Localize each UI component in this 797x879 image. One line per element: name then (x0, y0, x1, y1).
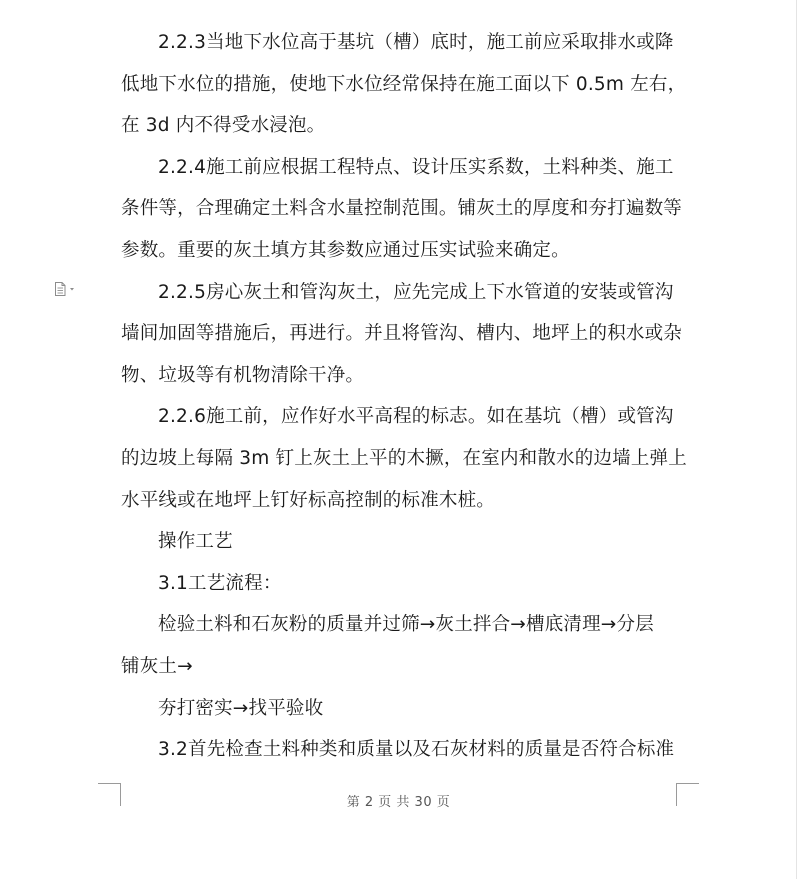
text-line: 条件等，合理确定土料含水量控制范围。铺灰土的厚度和夯打遍数等 (121, 198, 683, 220)
text-line: 水平线或在地坪上钉好标高控制的标准木桩。 (121, 489, 496, 511)
text-line: 参数。重要的灰土填方其参数应通过压实试验来确定。 (121, 239, 570, 261)
text-line: 2.2.4施工前应根据工程特点、设计压实系数，土料种类、施工 (158, 156, 674, 178)
text-line: 在 3d 内不得受水浸泡。 (121, 115, 326, 137)
text-line: 检验土料和石灰粉的质量并过筛→灰土拌合→槽底清理→分层 (158, 614, 654, 636)
page-footer: 第 2 页 共 30 页 (346, 795, 451, 810)
text-line: 3.2首先检查土料种类和质量以及石灰材料的质量是否符合标准 (158, 739, 675, 761)
text-line: 铺灰土→ (121, 655, 193, 677)
text-line: 2.2.5房心灰土和管沟灰土，应先完成上下水管道的安装或管沟 (158, 281, 674, 303)
section-heading: 操作工艺 (158, 531, 233, 553)
text-line: 墙间加固等措施后，再进行。并且将管沟、槽内、地坪上的积水或杂 (121, 323, 683, 345)
text-line: 物、垃圾等有机物清除干净。 (121, 364, 365, 386)
text-line: 的边坡上每隔 3m 钉上灰土上平的木撅，在室内和散水的边墙上弹上 (121, 447, 687, 469)
document-icon[interactable] (54, 281, 78, 295)
document-body (121, 22, 687, 771)
text-line: 低地下水位的措施，使地下水位经常保持在施工面以下 0.5m 左右， (121, 73, 687, 95)
text-line: 夯打密实→找平验收 (158, 697, 324, 719)
text-line: 2.2.6施工前，应作好水平高程的标志。如在基坑（槽）或管沟 (158, 406, 674, 428)
text-line: 3.1工艺流程： (158, 572, 282, 594)
text-line: 2.2.3当地下水位高于基坑（槽）底时，施工前应采取排水或降 (158, 32, 674, 53)
